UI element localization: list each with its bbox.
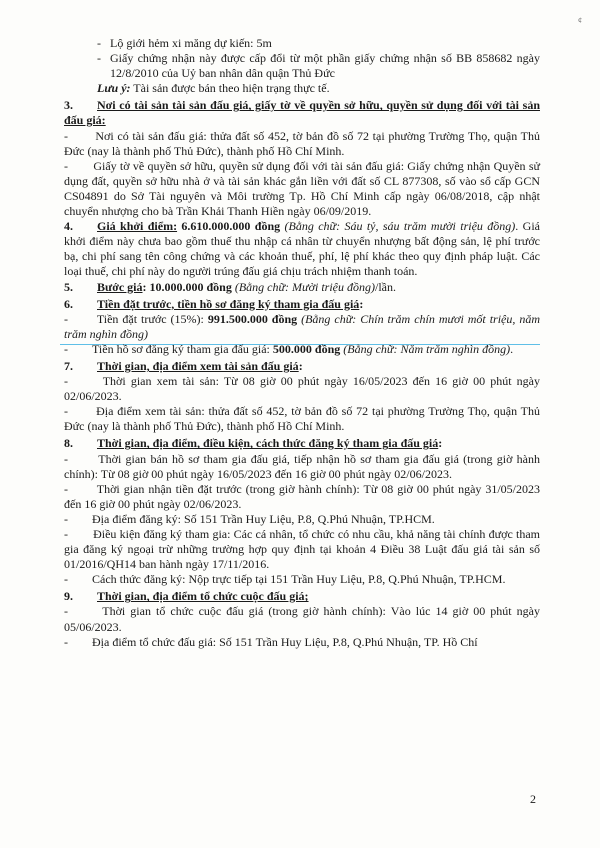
section-6-fee: - Tiền hồ sơ đăng ký tham gia đấu giá: 500.000 đồng (Bằng chữ: Năm trăm nghìn đồng). (64, 341, 514, 356)
section-6-deposit: - Tiền đặt trước (15%): 991.500.000 đồng (Bằng chữ: Chín trăm chín mươi mốt triệu, năm trăm nghìn đồng) (64, 311, 541, 341)
section-8-method: - Cách thức đăng ký: Nộp trực tiếp tại 151 Trần Huy Liệu, P.8, Q.Phú Nhuận, TP.HCM. (64, 572, 506, 587)
section-8-place: - Địa điểm đăng ký: Số 151 Trần Huy Liệu, P.8, Q.Phú Nhuận, TP.HCM. (64, 511, 435, 526)
note-line: Lưu ý: Tài sản được bán theo hiện trạng thực tế. (97, 81, 330, 96)
page-number: 2 (530, 792, 536, 806)
list-item: - Lộ giới hẻm xi măng dự kiến: 5m (97, 36, 272, 50)
section-3-heading: 3. Nơi có tài sản tài sản đấu giá, giấy tờ về quyền sở hữu, quyền sử dụng đối với tài sản đấu giá: (64, 98, 540, 128)
section-9-heading: 9. Thời gian, địa điểm tổ chức cuộc đấu giá; (64, 589, 309, 604)
section-7-location: - Địa điểm xem tài sản: thửa đất số 452, tờ bản đồ số 72 tại phường Trường Thọ, quận Thủ Đức (nay là thành phố Thủ Đức), thành phố Hồ Chí Minh. (64, 404, 541, 434)
section-4-starting-price: 4. Giá khởi điểm: 6.610.000.000 đồng (Bằng chữ: Sáu tỷ, sáu trăm mười triệu đồng). Giá khởi điểm này chưa bao gồm thuế thu nhập cá nhân từ chuyển nhượng bất động sản, lệ phí trước bạ, chi phí sang tên công chứng và các khoản thuế, phí, lệ phí khác theo quy định pháp luật. Các loại thuế, chi phí này do người trúng đấu giá chịu trách nhiệm thanh toán. (64, 219, 540, 279)
section-7-heading: 7. Thời gian, địa điểm xem tài sản đấu giá: (64, 358, 303, 373)
section-9-time: - Thời gian tổ chức cuộc đấu giá (trong giờ hành chính): Vào lúc 14 giờ 00 phút ngày 05/06/2023. (64, 604, 540, 634)
section-8-sale-time: - Thời gian bán hồ sơ tham gia đấu giá, tiếp nhận hồ sơ tham gia đấu giá (trong giờ hành chính): Từ 08 giờ 00 phút ngày 16/05/2023 đến 16 giờ 00 phút ngày 02/06/2023. (64, 451, 541, 481)
section-8-conditions: - Điều kiện đăng ký tham gia: Các cá nhân, tổ chức có nhu cầu, khả năng tài chính được tham gia đăng ký ngoại trừ những trường hợp quy định tại khoản 4 Điều 38 Luật đấu giá tài sản số 01/2016/QH14 ban hành ngày 17/11/2016. (64, 527, 541, 572)
section-3-location: - Nơi có tài sản đấu giá: thửa đất số 452, tờ bản đồ số 72 tại phường Trường Thọ, quận Thủ Đức (nay là thành phố Thủ Đức), thành phố Hồ Chí Minh. (64, 128, 541, 158)
section-7-time: - Thời gian xem tài sản: Từ 08 giờ 00 phút ngày 16/05/2023 đến 16 giờ 00 phút ngày 02/06/2023. (64, 374, 541, 404)
section-5-bid-step: 5. Bước giá: 10.000.000 đồng (Bằng chữ: Mười triệu đồng)/lần. (64, 279, 396, 294)
section-9-location: - Địa điểm tổ chức đấu giá: Số 151 Trần Huy Liệu, P.8, Q.Phú Nhuận, TP. Hồ Chí (64, 634, 478, 649)
section-6-heading: 6. Tiền đặt trước, tiền hồ sơ đăng ký tham gia đấu giá: (64, 296, 364, 311)
list-item: - Giấy chứng nhận này được cấp đổi từ một phần giấy chứng nhận số BB 858682 ngày 12/8/2010 của Uỷ ban nhân dân quận Thủ Đức (97, 51, 540, 81)
corner-mark: ¢ (578, 16, 582, 25)
note-label: Lưu ý: (97, 81, 131, 96)
section-8-deposit-time: - Thời gian nhận tiền đặt trước (trong giờ hành chính): Từ 08 giờ 00 phút ngày 31/05/2023 đến 16 giờ 00 phút ngày 02/06/2023. (64, 481, 541, 511)
section-3-documents: - Giấy tờ về quyền sở hữu, quyền sử dụng đối với tài sản đấu giá: Giấy chứng nhận Quyền sử dụng đất, quyền sở hữu nhà ở và tài sản khác gắn liền với đất số CL 877308, số vào sổ cấp GCN CS04891 do Sở Tài nguyên và Môi trường Tp. Hồ Chí Minh cấp ngày 06/08/2018, cập nhật chuyển nhượng cho bà Trần Khải Thanh Hiền ngày 06/09/2019. (64, 158, 541, 219)
section-8-heading: 8. Thời gian, địa điểm, điều kiện, cách thức đăng ký tham gia đấu giá: (64, 436, 443, 451)
document-body (64, 36, 540, 650)
